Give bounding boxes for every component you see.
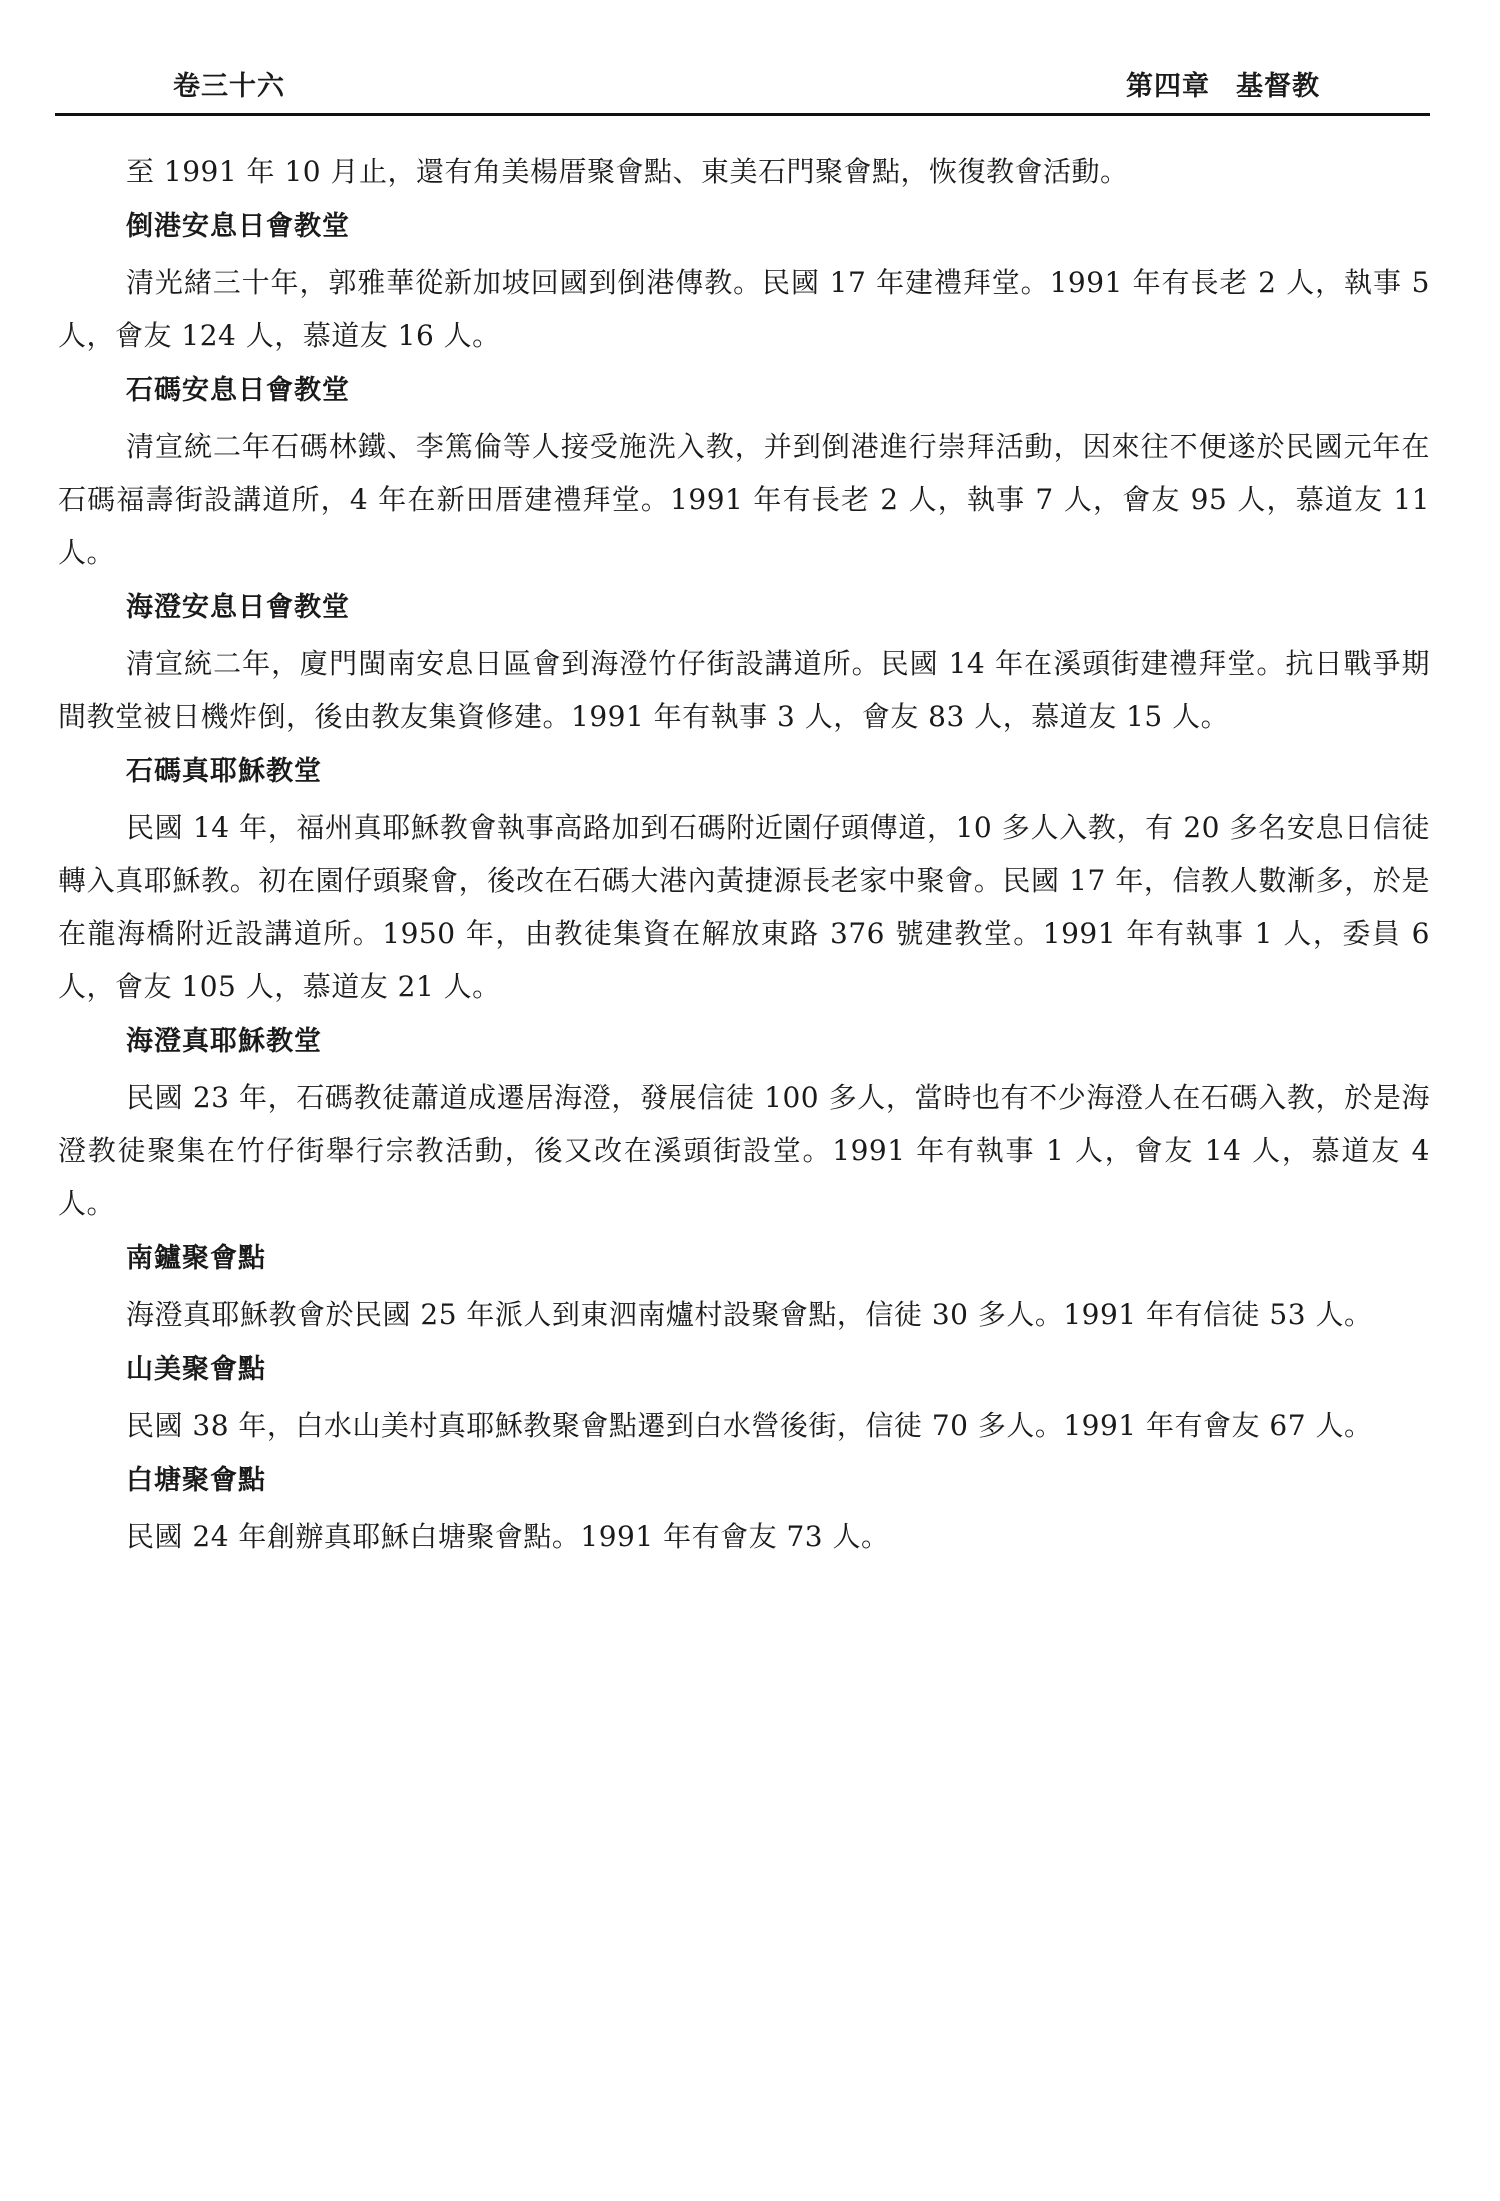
- chapter-label: 第四章: [1126, 71, 1210, 102]
- section-heading-baitang: 白塘聚會點: [126, 1465, 266, 1496]
- section-heading-haicheng-tjc: 海澄真耶穌教堂: [126, 1026, 322, 1057]
- section-text-baitang: 民國 24 年創辦真耶穌白塘聚會點。1991 年有會友 73 人。: [126, 1520, 890, 1553]
- page-body: [58, 145, 1430, 1563]
- header-divider: [55, 113, 1430, 116]
- section-text-shanmei: 民國 38 年，白水山美村真耶穌教聚會點遷到白水營後街，信徒 70 多人。1991 年有會友 67 人。: [126, 1409, 1373, 1442]
- section-text-haicheng-tjc: 民國 23 年，石碼教徒蕭道成遷居海澄，發展信徒 100 多人，當時也有不少海澄人在石碼入教，於是海澄教徒聚集在竹仔街舉行宗教活動，後又改在溪頭街設堂。1991 年有執事 1 人，會友 14 人，慕道友 4 人。: [58, 1081, 1430, 1220]
- section-text-haicheng-sda: 清宣統二年，廈門閩南安息日區會到海澄竹仔街設講道所。民國 14 年在溪頭街建禮拜堂。抗日戰爭期間教堂被日機炸倒，後由教友集資修建。1991 年有執事 3 人，會友 83 人，慕道友 15 人。: [58, 647, 1430, 733]
- section-label: 基督教: [1236, 71, 1320, 102]
- section-heading-daogang-sda: 倒港安息日會教堂: [126, 211, 350, 242]
- volume-label: 卷三十六: [173, 71, 285, 102]
- section-text-shima-sda: 清宣統二年石碼林鐵、李篤倫等人接受施洗入教，并到倒港進行崇拜活動，因來往不便遂於民國元年在石碼福壽街設講道所，4 年在新田厝建禮拜堂。1991 年有長老 2 人，執事 7 人，會友 95 人，慕道友 11 人。: [58, 430, 1430, 569]
- section-text-daogang-sda: 清光緒三十年，郭雅華從新加坡回國到倒港傳教。民國 17 年建禮拜堂。1991 年有長老 2 人，執事 5 人，會友 124 人，慕道友 16 人。: [58, 266, 1430, 352]
- section-text-shima-tjc: 民國 14 年，福州真耶穌教會執事高路加到石碼附近園仔頭傳道，10 多人入教，有 20 多名安息日信徒轉入真耶穌教。初在園仔頭聚會，後改在石碼大港內黃捷源長老家中聚會。民國 17 年，信教人數漸多，於是在龍海橋附近設講道所。1950 年，由教徒集資在解放東路 376 號建教堂。1991 年有執事 1 人，委員 6 人，會友 105 人，慕道友 21 人。: [58, 811, 1430, 1003]
- section-heading-shima-sda: 石碼安息日會教堂: [126, 375, 350, 406]
- section-heading-shanmei: 山美聚會點: [126, 1354, 266, 1385]
- chapter-heading: [1126, 64, 1320, 103]
- section-heading-shima-tjc: 石碼真耶穌教堂: [126, 756, 322, 787]
- section-heading-haicheng-sda: 海澄安息日會教堂: [126, 592, 350, 623]
- section-heading-nanlu: 南鑪聚會點: [126, 1243, 266, 1274]
- intro-paragraph: 至 1991 年 10 月止，還有角美楊厝聚會點、東美石門聚會點，恢復教會活動。: [126, 155, 1129, 188]
- page-header: [55, 58, 1430, 118]
- section-text-nanlu: 海澄真耶穌教會於民國 25 年派人到東泗南爐村設聚會點，信徒 30 多人。1991 年有信徒 53 人。: [126, 1298, 1373, 1331]
